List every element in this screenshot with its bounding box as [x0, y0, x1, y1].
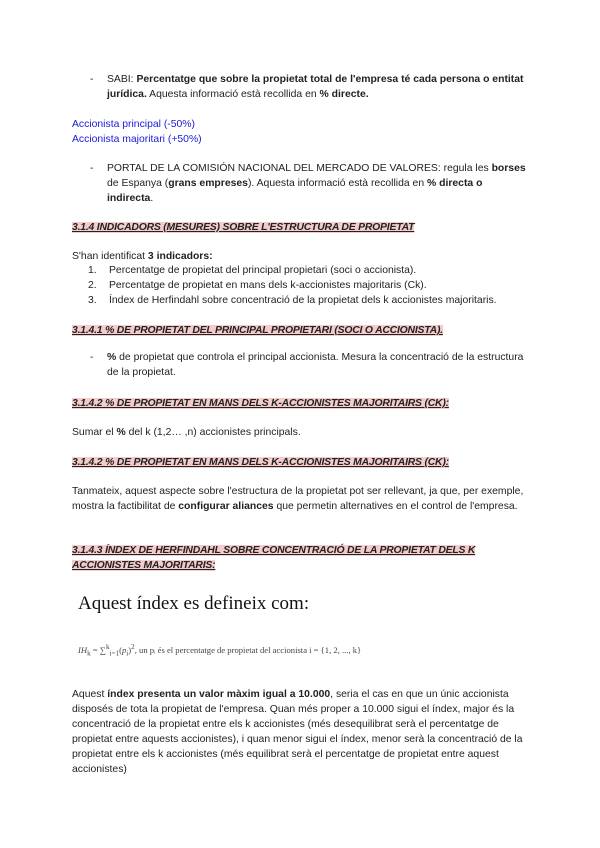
list-item: 1. Percentatge de propietat del principal propietari (soci o accionista). — [88, 265, 417, 276]
bullet-text: % de propietat que controla el principal accionista. Mesura la concentració de la estructura de la propietat. — [107, 352, 524, 378]
bullet-percentatge — [90, 350, 530, 380]
bullet-sabi — [90, 72, 530, 102]
bullet-marker: - — [90, 352, 94, 363]
section-heading-3143: 3.1.4.3 ÍNDEX DE HERFINDAHL SOBRE CONCENTRACIÓ DE LA PROPIETAT DELS K ACCIONISTES MAJORITARIS: — [72, 545, 476, 571]
sumar-paragraph: Sumar el % del k (1,2… ,n) accionistes principals. — [72, 427, 301, 438]
herfindahl-formula: $IH_k = \sum^k_{i=1}(p_i)^2$, un pᵢ és el percentatge de propietat del accionista i = {1, 2, ..., k} — [78, 643, 362, 658]
tanmateix-paragraph: Tanmateix, aquest aspecte sobre l'estructura de la propietat pot ser rellevant, ja que, per exemple, mostra la factibilitat de configurar aliances que permetin alternatives en el control de l'empresa. — [72, 486, 524, 512]
bullet-marker: - — [90, 163, 94, 174]
bullet-text: SABI: Percentatge que sobre la propietat total de l'empresa té cada persona o entitat jurídica. Aquesta informació està recollida en % directe. — [107, 74, 524, 100]
section-heading-3141: 3.1.4.1 % DE PROPIETAT DEL PRINCIPAL PROPIETARI (SOCI O ACCIONISTA). — [72, 325, 443, 336]
bullet-marker: - — [90, 74, 94, 85]
final-paragraph: Aquest índex presenta un valor màxim igual a 10.000, seria el cas en que un únic accionista disposés de tota la propietat de l'empresa. Quan més proper a 10.000 sigui el índex, major és la concentració de la propietat entre els k accionistes (més desequilibrat serà el percentatge de propietat entre aquests accionistes), i quan menor sigui el índex, menor serà la concentració de la propietat entre els k accionistes (més equilibrat serà el percentatge de propietat entre aquest accionistes) — [72, 689, 523, 775]
list-item: 2. Percentatge de propietat en mans dels k-accionistes majoritaris (Ck). — [88, 280, 427, 291]
indicators-intro: S'han identificat 3 indicadors: — [72, 251, 213, 262]
accionista-majoritari: Accionista majoritari (+50%) — [72, 134, 202, 145]
formula-description: , un pᵢ és el percentatge de propietat del accionista i = {1, 2, ..., k} — [134, 644, 362, 655]
accionista-principal: Accionista principal (-50%) — [72, 119, 196, 130]
indicators-list — [88, 263, 538, 308]
section-heading-3142-a: 3.1.4.2 % DE PROPIETAT EN MANS DELS K-ACCIONISTES MAJORITAIRS (CK): — [72, 398, 449, 409]
section-heading-314: 3.1.4 INDICADORS (MESURES) SOBRE L'ESTRUCTURA DE PROPIETAT — [72, 222, 415, 233]
list-item: 3. Índex de Herfindahl sobre concentració de la propietat dels k accionistes majoritaris. — [88, 295, 497, 306]
bullet-portal — [90, 161, 530, 206]
formula-title: Aquest índex es defineix com: — [78, 593, 310, 614]
section-heading-3142-b: 3.1.4.2 % DE PROPIETAT EN MANS DELS K-ACCIONISTES MAJORITAIRS (CK): — [72, 457, 449, 468]
bullet-text: PORTAL DE LA COMISIÓN NACIONAL DEL MERCADO DE VALORES: regula les borses de Espanya (grans empreses). Aquesta informació està recollida en % directa o indirecta. — [107, 163, 526, 204]
